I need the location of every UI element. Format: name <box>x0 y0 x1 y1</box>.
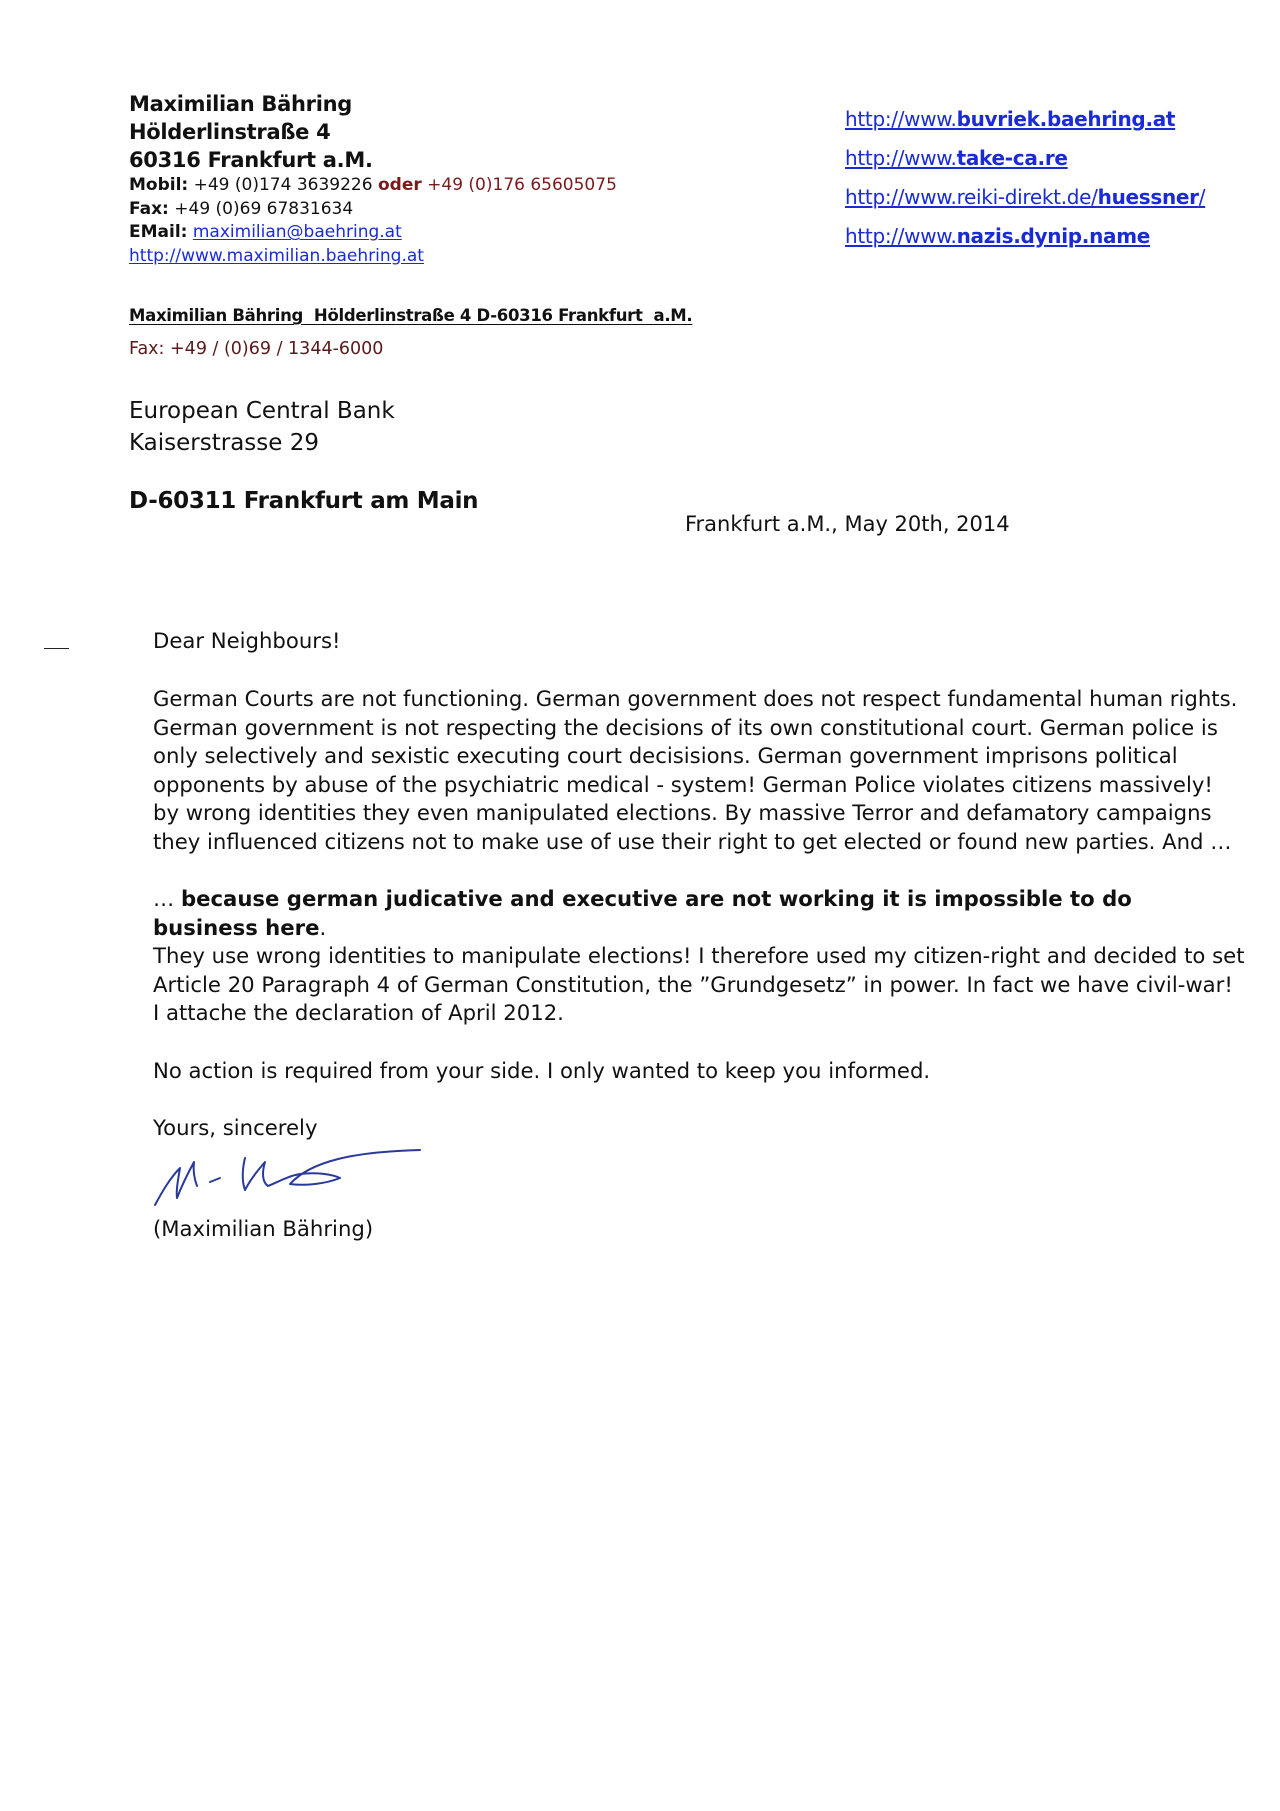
fold-mark <box>44 648 69 649</box>
web-link-3-domain: huessner <box>1097 185 1199 209</box>
letter-date: Frankfurt a.M., May 20th, 2014 <box>685 512 1010 536</box>
paragraph-1-line: German government is not respecting the decisions of its own constitutional court. German police is <box>153 714 1218 740</box>
web-links <box>845 100 1205 256</box>
paragraph-1-line: by wrong identities they even manipulated elections. By massive Terror and defamatory campaigns <box>153 800 1212 825</box>
paragraph-1-line: they influenced citizens not to make use of use their right to get elected or found new parties. And … <box>153 828 1232 854</box>
web-link-4-domain: nazis.dynip.name <box>956 224 1151 248</box>
signature-stroke <box>210 1178 220 1182</box>
mobile-number-2: +49 (0)176 65605075 <box>427 175 617 195</box>
paragraph-2-prefix: … <box>153 886 181 911</box>
return-fax-line <box>129 339 383 359</box>
sender-mobile-line <box>129 174 617 198</box>
return-fax-label: Fax: <box>129 339 165 359</box>
signature-stroke <box>243 1150 420 1190</box>
sender-street: Hölderlinstraße 4 <box>129 120 331 144</box>
sender-email-line <box>129 221 617 245</box>
signature-image <box>150 1140 430 1220</box>
email-label: EMail: <box>129 222 188 242</box>
return-address: Maximilian Bähring Hölderlinstraße 4 D-60316 Frankfurt a.M. <box>129 306 693 325</box>
web-link-2-anchor[interactable] <box>845 146 1068 170</box>
paragraph-3-line: I attache the declaration of April 2012. <box>153 1000 564 1025</box>
sender-fax-line <box>129 198 617 222</box>
web-link-2 <box>845 139 1205 178</box>
recipient-line-1: European Central Bank <box>129 398 395 424</box>
paragraph-1-line: German Courts are not functioning. German government does not respect fundamental human rights. <box>153 686 1238 711</box>
web-link-3-anchor[interactable] <box>845 185 1205 209</box>
signature-name: (Maximilian Bähring) <box>153 1216 374 1241</box>
email-link[interactable]: maximilian@baehring.at <box>192 222 402 242</box>
recipient-line-2: Kaiserstrasse 29 <box>129 430 319 456</box>
paragraph-2 <box>153 885 1213 942</box>
web-link-1-anchor[interactable] <box>845 107 1175 131</box>
web-link-3-suffix: / <box>1198 185 1206 209</box>
paragraph-1-line: only selectively and sexistic executing court decisisions. German government imprisons political <box>153 743 1178 768</box>
paragraph-2-emphasis: because german judicative and executive are not working it is impossible to do business here <box>153 886 1132 940</box>
web-link-4-anchor[interactable] <box>845 224 1150 248</box>
fax-label: Fax: <box>129 198 169 219</box>
sender-block <box>129 90 617 268</box>
paragraph-1 <box>153 685 1238 856</box>
sender-city: 60316 Frankfurt a.M. <box>129 148 373 172</box>
paragraph-3-line: They use wrong identities to manipulate elections! I therefore used my citizen-right and decided to set <box>153 943 1245 968</box>
paragraph-4: No action is required from your side. I only wanted to keep you informed. <box>153 1058 931 1083</box>
return-fax-number: +49 / (0)69 / 1344-6000 <box>170 339 384 359</box>
web-link-3 <box>845 178 1205 217</box>
web-link-1-prefix: http://www. <box>845 107 957 131</box>
web-link-2-domain: take-ca.re <box>956 146 1068 170</box>
paragraph-1-line: opponents by abuse of the psychiatric medical - system! German Police violates citizens massively! <box>153 771 1213 797</box>
paragraph-2-suffix: . <box>319 914 327 940</box>
web-link-4-prefix: http://www. <box>845 224 957 248</box>
fax-number: +49 (0)69 67831634 <box>174 198 354 219</box>
paragraph-3-line: Article 20 Paragraph 4 of German Constitution, the ”Grundgesetz” in power. In fact we have civil-war! <box>153 971 1233 997</box>
sender-website-line <box>129 245 617 269</box>
mobile-or: oder <box>377 175 422 195</box>
web-link-3-prefix: http://www.reiki-direkt.de/ <box>845 185 1098 209</box>
website-link[interactable]: http://www.maximilian.baehring.at <box>129 245 424 266</box>
recipient-city: D-60311 Frankfurt am Main <box>129 488 479 514</box>
recipient-block <box>129 395 395 459</box>
mobile-number-1: +49 (0)174 3639226 <box>193 175 373 195</box>
salutation: Dear Neighbours! <box>153 628 341 653</box>
web-link-1 <box>845 100 1205 139</box>
closing: Yours, sincerely <box>153 1115 318 1140</box>
sender-name: Maximilian Bähring <box>129 92 352 116</box>
mobile-label: Mobil: <box>129 175 189 195</box>
web-link-1-domain: buvriek.baehring.at <box>956 107 1176 131</box>
web-link-2-prefix: http://www. <box>845 146 957 170</box>
paragraph-3 <box>153 942 1245 1028</box>
web-link-4 <box>845 217 1205 256</box>
signature-stroke <box>155 1162 197 1205</box>
